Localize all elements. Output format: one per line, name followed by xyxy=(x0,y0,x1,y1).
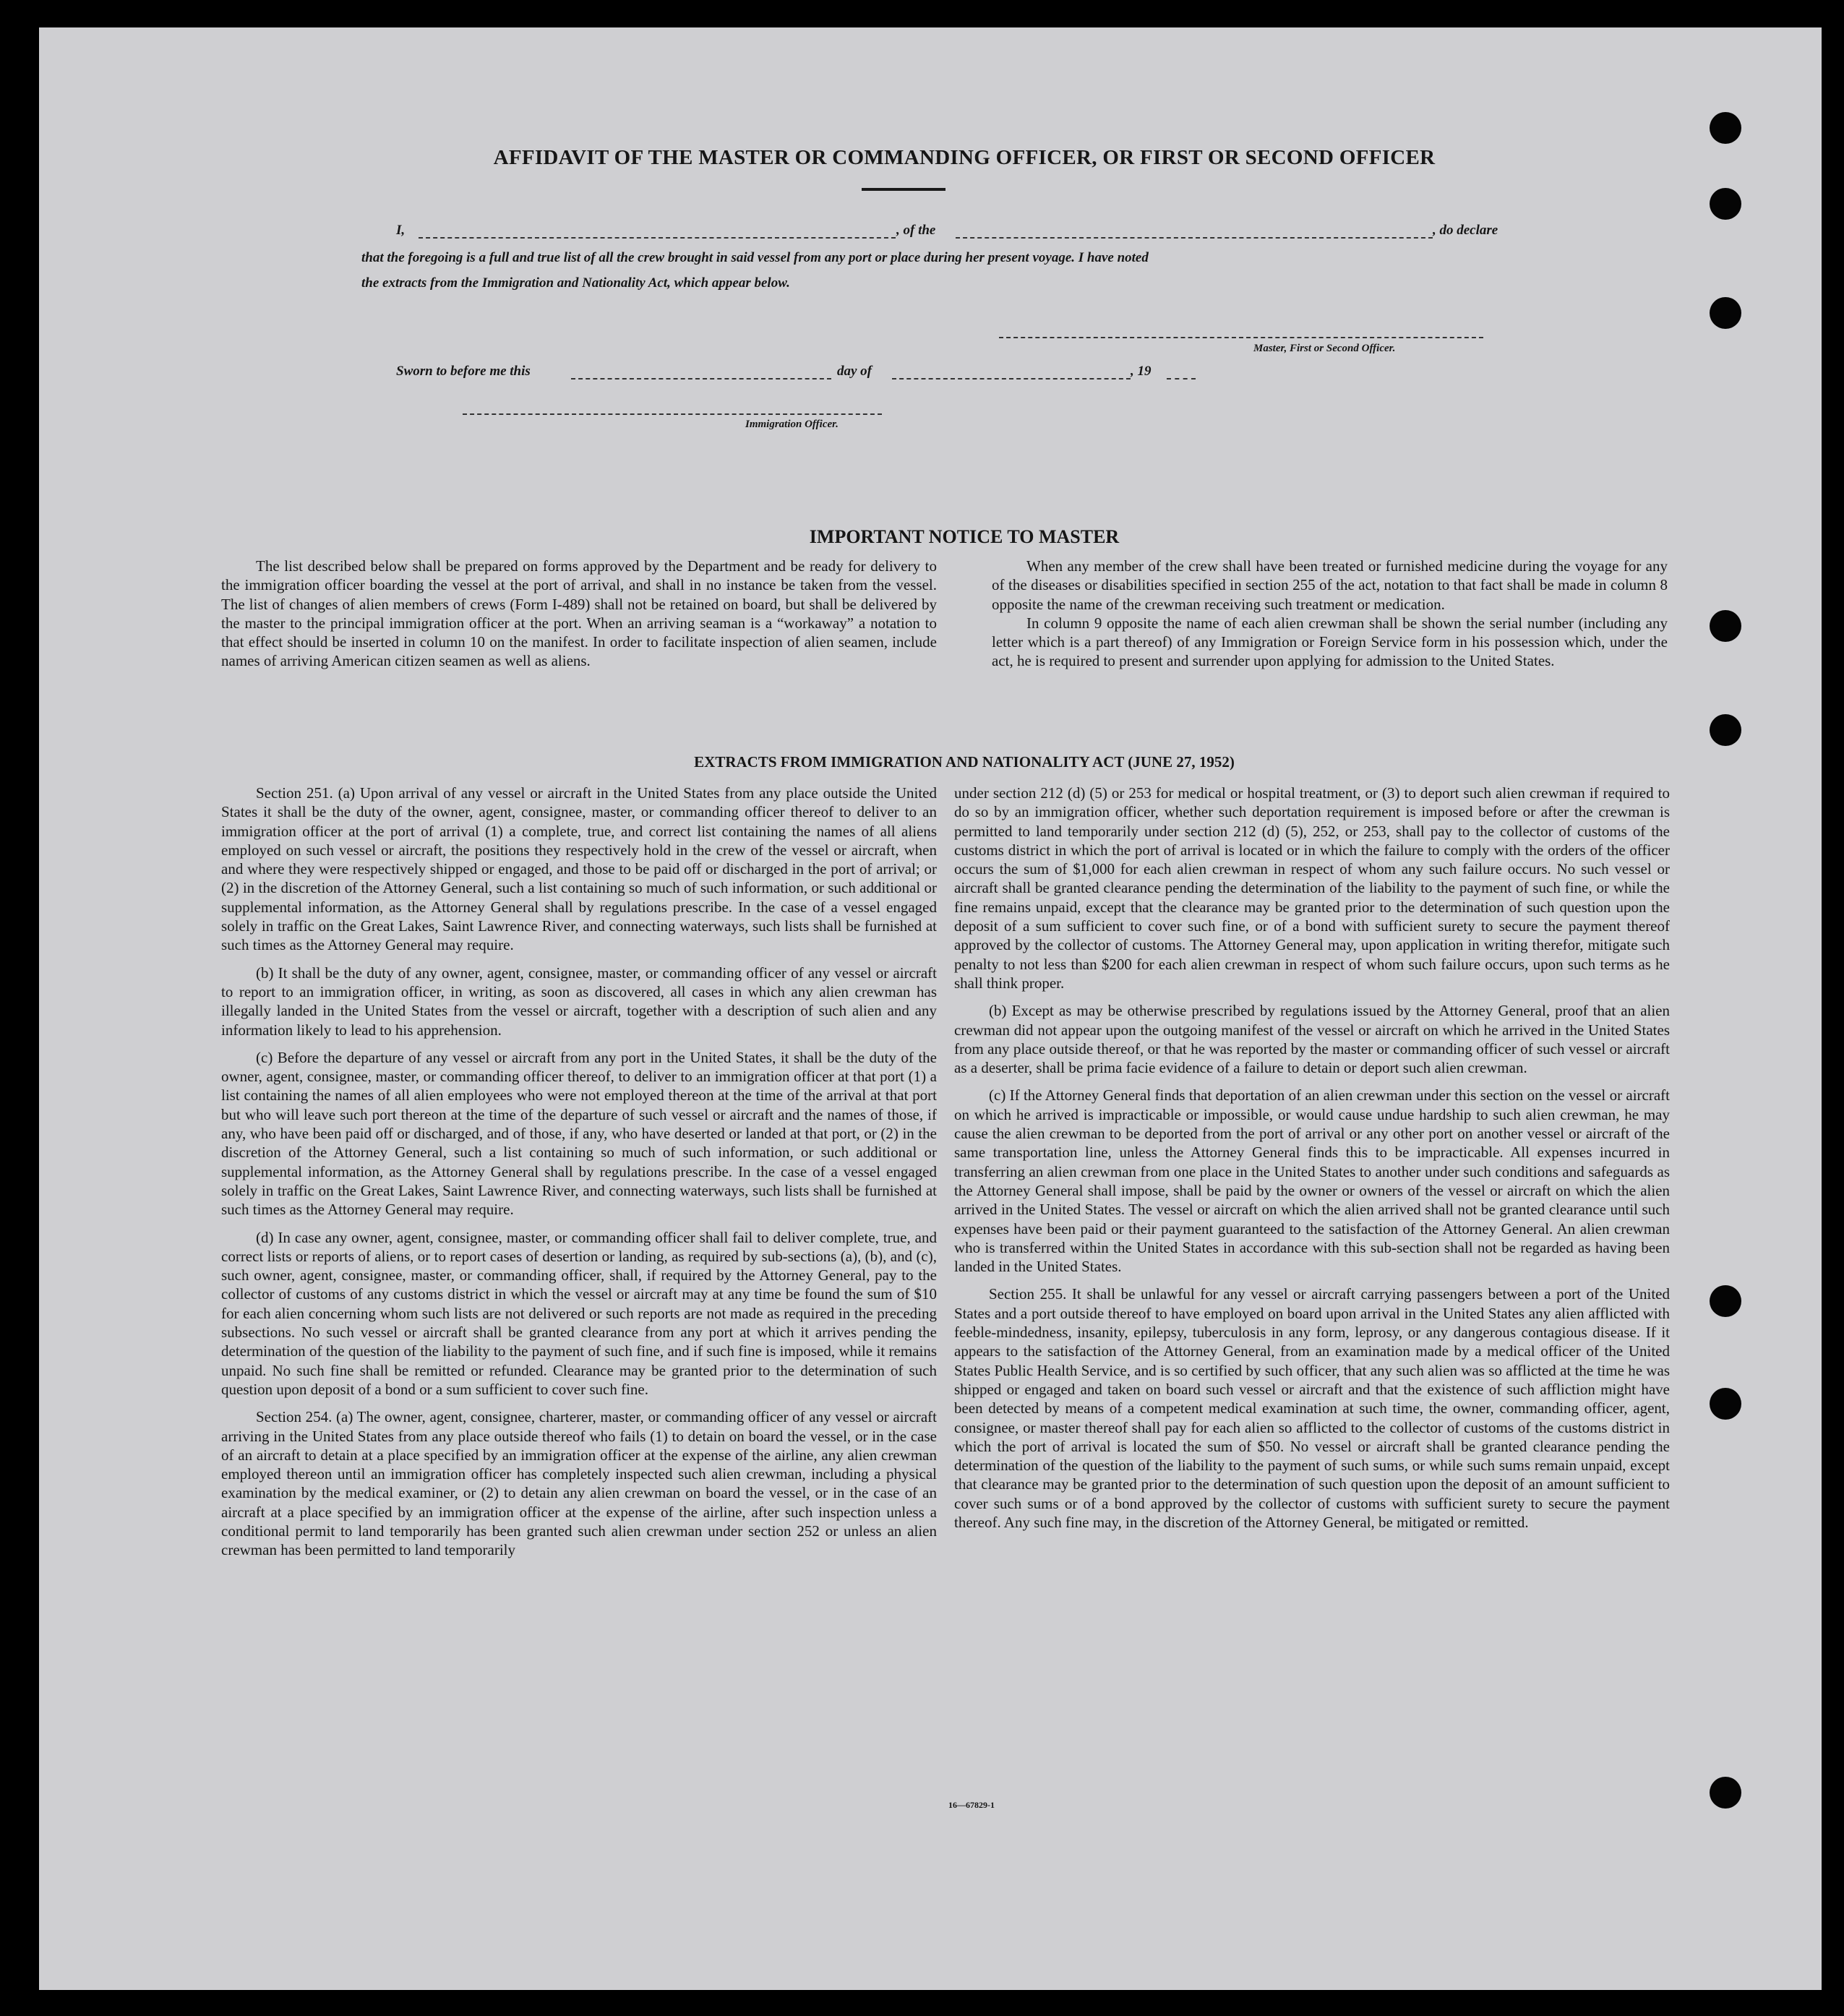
declarant-label: I, xyxy=(396,223,406,238)
extract-paragraph: (b) It shall be the duty of any owner, agent, consignee, master, or commanding officer of any vessel or aircraft to report to an immigration officer, in writing, as soon as discovered, all cases in which any alien crewman has illegally landed in the United States from the vessel or aircraft, together with a description of such alien and any information likely to lead to his apprehension. xyxy=(221,964,937,1039)
affidavit-title: AFFIDAVIT OF THE MASTER OR COMMANDING OFFICER, OR FIRST OR SECOND OFFICER xyxy=(493,146,1436,169)
form-page xyxy=(39,27,1822,1990)
officer-signature-field[interactable] xyxy=(463,413,882,415)
notice-right-column xyxy=(992,557,1668,679)
master-signature-field[interactable] xyxy=(999,337,1483,338)
notice-right-paragraph-1: When any member of the crew shall have been treated or furnished medicine during the voyage for any of the diseases or disabilities specified in section 255 of the act, notation to that fact shall be made in column 8 opposite the name of the crewman receiving such treatment or medication. xyxy=(992,557,1668,613)
punch-hole xyxy=(1710,1388,1741,1420)
declaration-line-1: that the foregoing is a full and true list of all the crew brought in said vessel from any port or place during her present voyage. I have noted xyxy=(361,250,1149,265)
sworn-day-field[interactable] xyxy=(571,378,831,379)
sworn-month-field[interactable] xyxy=(892,378,1131,379)
punch-hole xyxy=(1710,112,1741,144)
vessel-name-field[interactable] xyxy=(956,237,1433,239)
extracts-left-column xyxy=(221,784,937,1569)
declare-label: , do declare xyxy=(1433,223,1498,238)
officer-signature-label: Immigration Officer. xyxy=(745,419,839,430)
master-signature-label: Master, First or Second Officer. xyxy=(1253,343,1396,354)
extracts-right-column xyxy=(954,784,1670,1540)
punch-hole xyxy=(1710,1777,1741,1809)
form-number: 16—67829-1 xyxy=(948,1800,995,1810)
punch-hole xyxy=(1710,188,1741,220)
notice-left-paragraph: The list described below shall be prepared on forms approved by the Department and be ready for delivery to the immigration officer boarding the vessel at the port of arrival, and shall in no instance be taken from the vessel. The list of changes of alien members of crews (Form I-489) shall not be retained on board, but shall be delivered by the master to the principal immigration officer at the port. When an arriving seaman is a “workaway” a notation to that effect should be inserted in column 10 on the manifest. In order to facilitate inspection of alien seamen, include names of arriving American citizen seamen as well as aliens. xyxy=(221,557,937,670)
declaration-line-2: the extracts from the Immigration and Nationality Act, which appear below. xyxy=(361,275,790,291)
punch-hole xyxy=(1710,297,1741,329)
extracts-title: EXTRACTS FROM IMMIGRATION AND NATIONALITY ACT (JUNE 27, 1952) xyxy=(694,753,1235,771)
sworn-label: Sworn to before me this xyxy=(396,364,531,379)
extract-paragraph: Section 255. It shall be unlawful for any vessel or aircraft carrying passengers between a port of the United States and a port outside thereof to have employed on board upon arrival in the United States any alien afflicted with feeble-mindedness, insanity, epilepsy, tuberculosis in any form, leprosy, or any dangerous contagious disease. If it appears to the satisfaction of the Attorney General, from an examination made by a medical officer of the United States Public Health Service, and is so certified by such officer, that any such alien was so afflicted at the time he was shipped or engaged and taken on board such vessel or aircraft and that the existence of such affliction might have been detected by means of a competent medical examination at such time, the owner, commanding officer, agent, consignee, or master thereof shall pay for each alien so afflicted to the collector of customs of the customs district in which the port of arrival is located the sum of $50. No vessel or aircraft shall be granted clearance pending the determination of the question of the liability to the payment of such sums, or while such sums remain unpaid, except that clearance may be granted prior to the determination of such question upon the deposit of an amount sufficient to cover such sums or of a bond approved by the collector of customs with sufficient surety to secure the payment thereof. Any such fine may, in the discretion of the Attorney General, be mitigated or remitted. xyxy=(954,1285,1670,1531)
title-underline xyxy=(862,188,945,191)
extract-paragraph: (b) Except as may be otherwise prescribed by regulations issued by the Attorney General, proof that an alien crewman did not appear upon the outgoing manifest of the vessel or aircraft on which he arrived in the United States from any place outside thereof, or that he was reported by the master or commanding officer of such vessel or aircraft as a deserter, shall be prima facie evidence of a failure to detain or deport such alien crewman. xyxy=(954,1002,1670,1077)
punch-hole xyxy=(1710,1285,1741,1317)
sworn-year-field[interactable] xyxy=(1167,378,1196,379)
punch-hole xyxy=(1710,714,1741,746)
punch-hole xyxy=(1710,610,1741,642)
day-of-label: day of xyxy=(837,364,872,379)
extract-paragraph: under section 212 (d) (5) or 253 for medical or hospital treatment, or (3) to deport such alien crewman if required to do so by an immigration officer, whether such deportation requirement is imposed before or after the crewman is permitted to land temporarily under section 212 (d) (5), 252, or 253, shall pay to the collector of customs of the customs district in which the port of arrival is located or in which the failure to comply with the orders of the officer occurs the sum of $1,000 for each alien crewman in respect of whom any such failure occurs. No such vessel or aircraft shall be granted clearance pending the determination of the liability to the payment of such fine, or while the fine remains unpaid, except that the clearance may be granted prior to the determination of such question upon the deposit of a sum sufficient to cover such fine, or of a bond with sufficient surety to secure the payment thereof approved by the collector of customs. The Attorney General may, upon application in writing therefor, mitigate such penalty to not less than $200 for each alien crewman in respect of whom such failure occurs, upon such terms as he shall think proper. xyxy=(954,784,1670,992)
extract-paragraph: (d) In case any owner, agent, consignee, master, or commanding officer shall fail to deliver complete, true, and correct lists or reports of aliens, or to report cases of desertion or landing, as required by sub-sections (a), (b), and (c), such owner, agent, consignee, master, or commanding officer, shall, if required by the Attorney General, pay to the collector of customs of any customs district in which the vessel or aircraft may at any time be found the sum of $10 for each alien concerning whom such lists are not delivered or such reports are not made as required in the preceding subsections. No such vessel or aircraft shall be granted clearance from any port at which it arrives pending the determination of the question of the liability to the payment of such fine, and if such fine is imposed, while it remains unpaid. No such fine shall be remitted or refunded. Clearance may be granted prior to the determination of such question upon deposit of a bond or a sum sufficient to cover such fine. xyxy=(221,1228,937,1398)
extract-paragraph: Section 251. (a) Upon arrival of any vessel or aircraft in the United States from any place outside the United States it shall be the duty of the owner, agent, consignee, master, or commanding officer thereof to deliver to an immigration officer at the port of arrival (1) a complete, true, and correct list containing the names of all aliens employed on such vessel or aircraft, the positions they respectively hold in the crew of the vessel or aircraft, when and where they were respectively shipped or engaged, and those to be paid off or discharged in the port of arrival; or (2) in the discretion of the Attorney General, such a list containing so much of such information, or such additional or supplemental information, as the Attorney General shall by regulations prescribe. In the case of a vessel engaged solely in traffic on the Great Lakes, Saint Lawrence River, and connecting waterways, such lists shall be furnished at such times as the Attorney General may require. xyxy=(221,784,937,954)
vessel-label: , of the xyxy=(896,223,936,238)
extract-paragraph: Section 254. (a) The owner, agent, consignee, charterer, master, or commanding officer of any vessel or aircraft arriving in the United States from any place outside thereof who fails (1) to detain on board the vessel, or in the case of an aircraft to detain at a place specified by an immigration officer at the expense of the airline, any alien crewman employed thereon until an immigration officer has completely inspected such alien crewman, including a physical examination by the medical examiner, or (2) to detain any alien crewman on board the vessel, or in the case of an aircraft at a place specified by an immigration officer at the expense of the airline, after such inspection unless a conditional permit to land temporarily has been granted such alien crewman under section 252 or unless an alien crewman has been permitted to land temporarily xyxy=(221,1408,937,1559)
notice-left-column xyxy=(221,557,937,679)
declarant-name-field[interactable] xyxy=(419,237,896,239)
year-label: , 19 xyxy=(1131,364,1152,379)
extract-paragraph: (c) If the Attorney General finds that deportation of an alien crewman under this section on the vessel or aircraft on which he arrived is impracticable or impossible, or would cause undue hardship to such alien crewman, he may cause the alien crewman to be deported from the port of arrival or any other port on another vessel or aircraft of the same transportation line, unless the Attorney General finds this to be impracticable. All expenses incurred in transferring an alien crewman from one place in the United States to another under such conditions and safeguards as the Attorney General shall impose, shall be paid by the owner or owners of the vessel or aircraft on which the alien arrived in the United States. The vessel or aircraft on which the alien arrived shall not be granted clearance until such expenses have been paid or their payment guaranteed to the satisfaction of the Attorney General. An alien crewman who is transferred within the United States in accordance with this sub-section shall not be regarded as having been landed in the United States. xyxy=(954,1086,1670,1276)
notice-right-paragraph-2: In column 9 opposite the name of each alien crewman shall be shown the serial number (including any letter which is a part thereof) of any Immigration or Foreign Service form in his possession which, under the act, he is required to present and surrender upon applying for admission to the United States. xyxy=(992,614,1668,670)
extract-paragraph: (c) Before the departure of any vessel or aircraft from any port in the United States, it shall be the duty of the owner, agent, consignee, master, or commanding officer thereof, to deliver to an immigration officer at that port (1) a list containing the names of all alien employees who were not employed thereon at the time of the arrival at that port but who will leave such port thereon at the time of the departure of such vessel or aircraft and the names of those, if any, who have been paid off or discharged, and of those, if any, who have deserted or landed at that port, or (2) in the discretion of the Attorney General, such a list containing so much of such information, or such additional or supplemental information, as the Attorney General shall by regulations prescribe. In the case of a vessel engaged solely in traffic on the Great Lakes, Saint Lawrence River, and connecting waterways, such lists shall be furnished at such times as the Attorney General may require. xyxy=(221,1048,937,1219)
notice-title: IMPORTANT NOTICE TO MASTER xyxy=(809,526,1120,547)
